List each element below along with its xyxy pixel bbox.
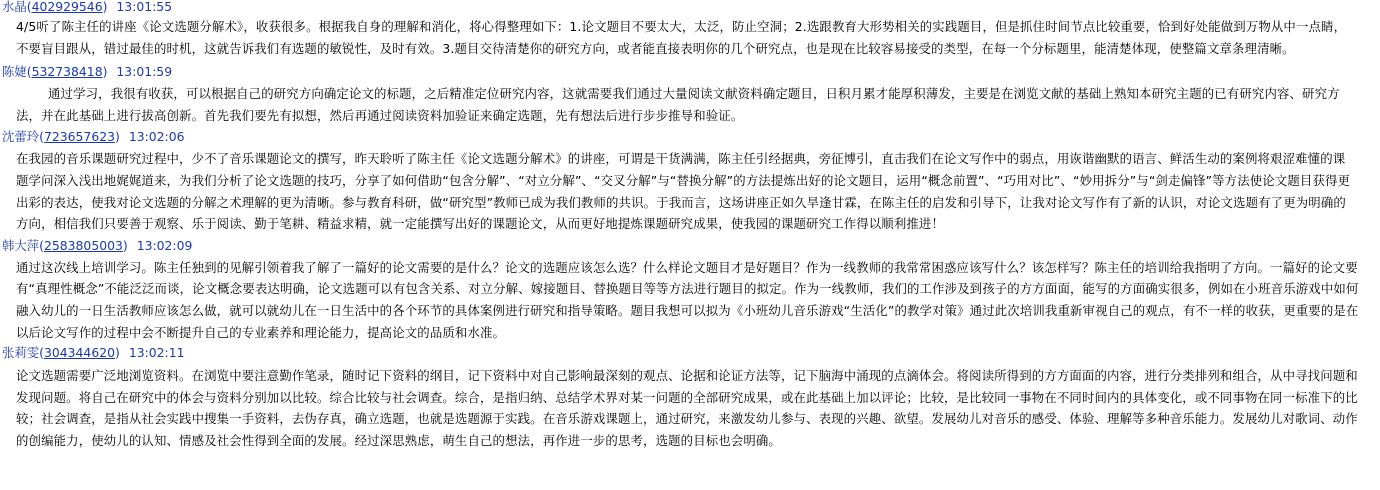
sender-qq-link[interactable]: 723657623 <box>44 129 115 145</box>
message-time: 13:01:55 <box>116 0 173 14</box>
message-text: 通过这次线上培训学习。陈主任独到的见解引领着我了解了一篇好的论文需要的是什么？论文的选题应该怎么选？什么样论文题目才是好题目？作为一线教师的我常常困惑应该写什么？该怎样写？陈主任的培训给我指明了方向。一篇好的论文要有“真理性概念”不能泛泛而谈，论文概念要表达明确，论文选题可以有包含关系、对立分解、嫁接题目、替换题目等等方法进行题目的拟定。作为一线教师，我们的工作涉及到孩子的方方面面，能写的方面确实很多，例如在小班音乐游戏中如何融入幼儿的一日生活教师应该怎么做，就可以就幼儿在一日生活中的各个环节的具体案例进行研究和指导策略。题目我想可以拟为《小班幼儿音乐游戏“生活化”的教学对策》通过此次培训我重新审视自己的观点，有不一样的收获，更重要的是在以后论文写作的过程中会不断提升自己的专业素养和理论能力，提高论文的品质和水准。 <box>16 259 1359 340</box>
sender-qq-link[interactable]: 402929546 <box>31 0 103 14</box>
sender-qq-link[interactable]: 532738418 <box>31 64 103 80</box>
message-header: 沈蕾玲(723657623) 13:02:06 <box>2 129 185 145</box>
message-text: 4/5听了陈主任的讲座《论文选题分解术》，收获很多。根据我自身的理解和消化，将心得整理如下：1.论文题目不要太大，太泛，防止空洞；2.选跟教育大形势相关的实践题目，但是抓住时间节点比较重要，恰到好处能做到万物从中一点睛，不要盲目跟从，错过最佳的时机，这就告诉我们有选题的敏锐性，及时有效。3.题目交待清楚你的研究方向，或者能直接表明你的几个研究点，也是现在比较容易接受的类型，在每一个分标题里，能清楚体现，使整篇文章条理清晰。 <box>16 19 1347 56</box>
sender-name: 陈婕 <box>2 64 27 80</box>
message-text: 在我园的音乐课题研究过程中，少不了音乐课题论文的撰写，昨天聆听了陈主任《论文选题分解术》的讲座，可谓是干货满满，陈主任引经据典，旁征博引，直击我们在论文写作中的弱点，用诙谐幽默的语言、鲜活生动的案例将艰涩难懂的课题学问深入浅出地娓娓道来，为我们分析了论文选题的技巧，分享了如何借助“包含分解”、“对立分解”、“交叉分解”与“替换分解”的方法提炼出好的论文题目，运用“概念前置”、“巧用对比”、“妙用拆分”与“剑走偏锋”等方法使论文题目获得更出彩的表达，使我对论文选题的分解之术理解的更为清晰。参与教育科研，做“研究型”教师已成为我们教师的共识。于我而言，这场讲座正如久旱逢甘霖，在陈主任的启发和引导下，让我对论文写作有了新的认识，对论文选题有了更为明确的方向，相信我们只要善于观察、乐于阅读、勤于笔耕、精益求精，就一定能撰写出好的课题论文，从而更好地提炼课题研究成果，使我园的课题研究工作得以顺利推进！ <box>16 151 1351 232</box>
message-header: 韩大萍(2583805003) 13:02:09 <box>2 237 193 253</box>
chat-message <box>0 239 1380 345</box>
sender-name: 水晶 <box>2 0 27 14</box>
sender-qq-link[interactable]: 2583805003 <box>44 237 123 253</box>
message-header: 张莉雯(304344620) 13:02:11 <box>2 345 185 361</box>
chat-message <box>0 65 1380 128</box>
message-header: 陈婕(532738418) 13:01:59 <box>2 64 173 80</box>
sender-name: 韩大萍 <box>2 237 40 253</box>
message-header: 水晶(402929546) 13:01:55 <box>2 0 173 14</box>
message-time: 13:02:11 <box>128 345 185 361</box>
chat-message <box>0 346 1380 451</box>
message-time: 13:02:09 <box>136 237 193 253</box>
message-text: 论文选题需要广泛地浏览资料。在浏览中要注意勤作笔录，随时记下资料的纲目，记下资料中对自己影响最深刻的观点、论据和论证方法等，记下脑海中涌现的点滴体会。将阅读所得到的方方面面的内容，进行分类排列和组合，从中寻找问题和发现问题。将自己在研究中的体会与资料分别加以比较。综合比较与社会调查。综合，是指归纳、总结学术界对某一问题的全部研究成果，或在此基础上加以评论；比较，是比较同一事物在不同时间内的具体变化，或不同事物在同一标准下的比较；社会调查，是指从社会实践中搜集一手资料，去伪存真，确立选题，也就是选题源于实践。在音乐游戏课题上，通过研究，来激发幼儿参与、表现的兴趣、欲望。发展幼儿对音乐的感受、体验、理解等多种音乐能力。发展幼儿对歌词、动作的创编能力，使幼儿的认知、情感及社会性得到全面的发展。经过深思熟虑，萌生自己的想法，再作进一步的思考，选题的目标也会明确。 <box>16 368 1358 448</box>
sender-name: 沈蕾玲 <box>2 129 40 145</box>
chat-message <box>0 130 1380 237</box>
message-time: 13:02:06 <box>128 129 185 145</box>
sender-qq-link[interactable]: 304344620 <box>44 345 115 361</box>
message-time: 13:01:59 <box>116 64 173 80</box>
chat-message <box>0 0 1380 61</box>
sender-name: 张莉雯 <box>2 345 40 361</box>
message-text: 通过学习，我很有收获，可以根据自己的研究方向确定论文的标题，之后精准定位研究内容，这就需要我们通过大量阅读文献资料确定题目，日积月累才能厚积薄发，主要是在浏览文献的基础上熟知本研究主题的已有研究内容、研究方法，并在此基础上进行拔高创新。首先我们要先有拟想，然后再通过阅读资料加验证来确定选题，先有想法后进行步步推导和验证。 <box>16 86 1340 123</box>
